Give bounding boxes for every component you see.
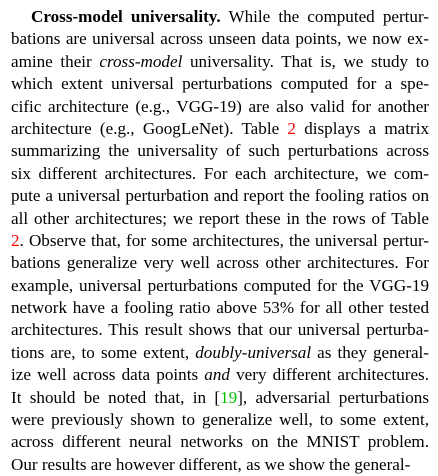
paper-page <box>11 6 429 476</box>
text-segment: amine their <box>11 51 100 71</box>
table-reference-link[interactable]: 2 <box>11 230 20 250</box>
text-segment: across different neural networks on the MNIST problem. <box>11 432 429 452</box>
text-segment: very different architectures. <box>229 365 429 385</box>
text-segment: tions are, to some extent, <box>11 342 196 362</box>
emphasis-text: cross-model <box>99 51 183 71</box>
text-segment: as they general- <box>311 342 429 362</box>
text-segment: cific architecture (e.g., VGG-19) are also valid for another <box>11 96 429 116</box>
text-segment: displays a matrix <box>295 118 429 138</box>
text-line <box>11 118 429 140</box>
text-line <box>11 297 429 319</box>
text-line <box>11 51 429 73</box>
text-segment: While the computed pertur- <box>220 7 429 26</box>
text-segment: which extent universal perturbations computed for a spe- <box>11 74 429 94</box>
text-segment: were previously shown to generalize well, to some extent, <box>11 410 429 430</box>
text-line <box>11 409 429 431</box>
text-line <box>11 73 429 95</box>
text-segment: all other architectures; we report these in the rows of Table <box>11 208 429 228</box>
text-segment: bations are universal across unseen data points, we now ex- <box>11 29 429 49</box>
text-line <box>11 6 429 28</box>
text-line <box>11 230 429 252</box>
text-line <box>11 275 429 297</box>
paragraph-heading: Cross-model universality. <box>31 7 221 26</box>
text-segment: bations generalize very well across other architectures. For <box>11 253 429 273</box>
text-line <box>11 342 429 364</box>
text-segment: ], adversarial perturbations <box>237 387 430 407</box>
text-line <box>11 208 429 230</box>
text-segment: . Observe that, for some architectures, the universal pertur- <box>19 230 429 250</box>
text-segment: universality. That is, we study to <box>182 51 430 71</box>
text-segment: Our results are however different, as we show the general- <box>11 454 411 474</box>
text-segment: six different architectures. For each architecture, we com- <box>11 163 429 183</box>
emphasis-text: doubly-universal <box>195 342 312 362</box>
text-segment: architectures. This result shows that our universal perturba- <box>11 320 429 340</box>
text-segment: [ <box>214 387 221 407</box>
text-line <box>11 28 429 50</box>
text-line <box>11 319 429 341</box>
text-line <box>11 96 429 118</box>
table-reference-link[interactable]: 2 <box>287 118 296 138</box>
text-line <box>11 185 429 207</box>
text-segment: network have a fooling ratio above 53% for all other tested <box>11 298 429 318</box>
text-line <box>11 364 429 386</box>
text-line <box>11 163 429 185</box>
text-segment: example, universal perturbations computed for the VGG-19 <box>11 275 429 295</box>
text-line <box>11 387 429 409</box>
text-line <box>11 140 429 162</box>
cross-model-universality-paragraph <box>11 6 429 476</box>
text-segment: ize well across data points <box>11 365 205 385</box>
text-line <box>11 431 429 453</box>
text-line <box>11 252 429 274</box>
emphasis-text: and <box>204 365 230 385</box>
text-segment: It should be noted that, in <box>11 387 215 407</box>
citation-link[interactable]: 19 <box>220 387 238 407</box>
text-line <box>11 454 429 476</box>
text-segment: summarizing the universality of such perturbations across <box>11 141 429 161</box>
text-segment: architecture (e.g., GoogLeNet). Table <box>11 118 288 138</box>
text-segment: pute a universal perturbation and report the fooling ratios on <box>11 186 429 206</box>
